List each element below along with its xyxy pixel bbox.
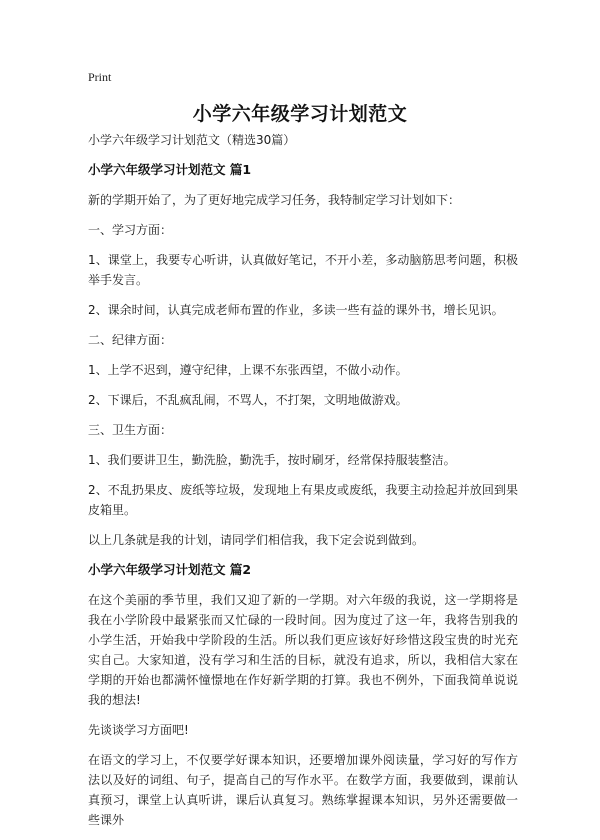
paragraph: 2、下课后，不乱疯乱闹，不骂人，不打架，文明地做游戏。 xyxy=(88,393,408,407)
section-heading-2: 小学六年级学习计划范文 篇2 xyxy=(88,562,252,577)
paragraph: 1、上学不迟到，遵守纪律，上课不东张西望，不做小动作。 xyxy=(88,363,408,377)
paragraph: 在这个美丽的季节里，我们又迎了新的一学期。对六年级的我说，这一学期将是我在小学阶段中最紧张而又忙碌的一段时间。因为度过了这一年，我将告别我的小学生活，开始我中学阶段的生活。所以我们更应该好好珍惜这段宝贵的时光充实自己。大家知道，没有学习和生活的目标，就没有追求，所以，我相信大家在学期的开始也都满怀憧憬地在作好新学期的打算。我也不例外，下面我简单说说我的想法! xyxy=(88,593,518,707)
paragraph: 一、学习方面： xyxy=(88,223,173,237)
paragraph: 二、纪律方面： xyxy=(88,333,173,347)
paragraph: 三、卫生方面： xyxy=(88,423,173,437)
page-title: 小学六年级学习计划范文 xyxy=(192,103,408,125)
section-heading-1: 小学六年级学习计划范文 篇1 xyxy=(88,162,252,177)
document-body xyxy=(88,130,518,840)
paragraph: 2、课余时间，认真完成老师布置的作业，多读一些有益的课外书，增长见识。 xyxy=(88,303,504,317)
paragraph: 新的学期开始了，为了更好地完成学习任务，我特制定学习计划如下： xyxy=(88,193,461,207)
paragraph: 1、我们要讲卫生，勤洗脸，勤洗手，按时刷牙，经常保持服装整洁。 xyxy=(88,453,456,467)
document-subtitle: 小学六年级学习计划范文（精选30篇） xyxy=(88,133,296,147)
paragraph: 1、课堂上，我要专心听讲，认真做好笔记，不开小差，多动脑筋思考问题，积极举手发言。 xyxy=(88,253,518,287)
paragraph: 以上几条就是我的计划，请同学们相信我，我下定会说到做到。 xyxy=(88,533,425,547)
paragraph: 先谈谈学习方面吧! xyxy=(88,723,189,737)
paragraph: 在语文的学习上，不仅要学好课本知识，还要增加课外阅读量，学习好的写作方法以及好的词组、句子，提高自己的写作水平。在数学方面，我要做到，课前认真预习，课堂上认真听讲，课后认真复习。熟练掌握课本知识，另外还需要做一些课外 xyxy=(88,753,518,827)
paragraph: 2、不乱扔果皮、废纸等垃圾，发现地上有果皮或废纸，我要主动捡起并放回到果皮箱里。 xyxy=(88,483,518,517)
print-link[interactable]: Print xyxy=(88,70,112,84)
